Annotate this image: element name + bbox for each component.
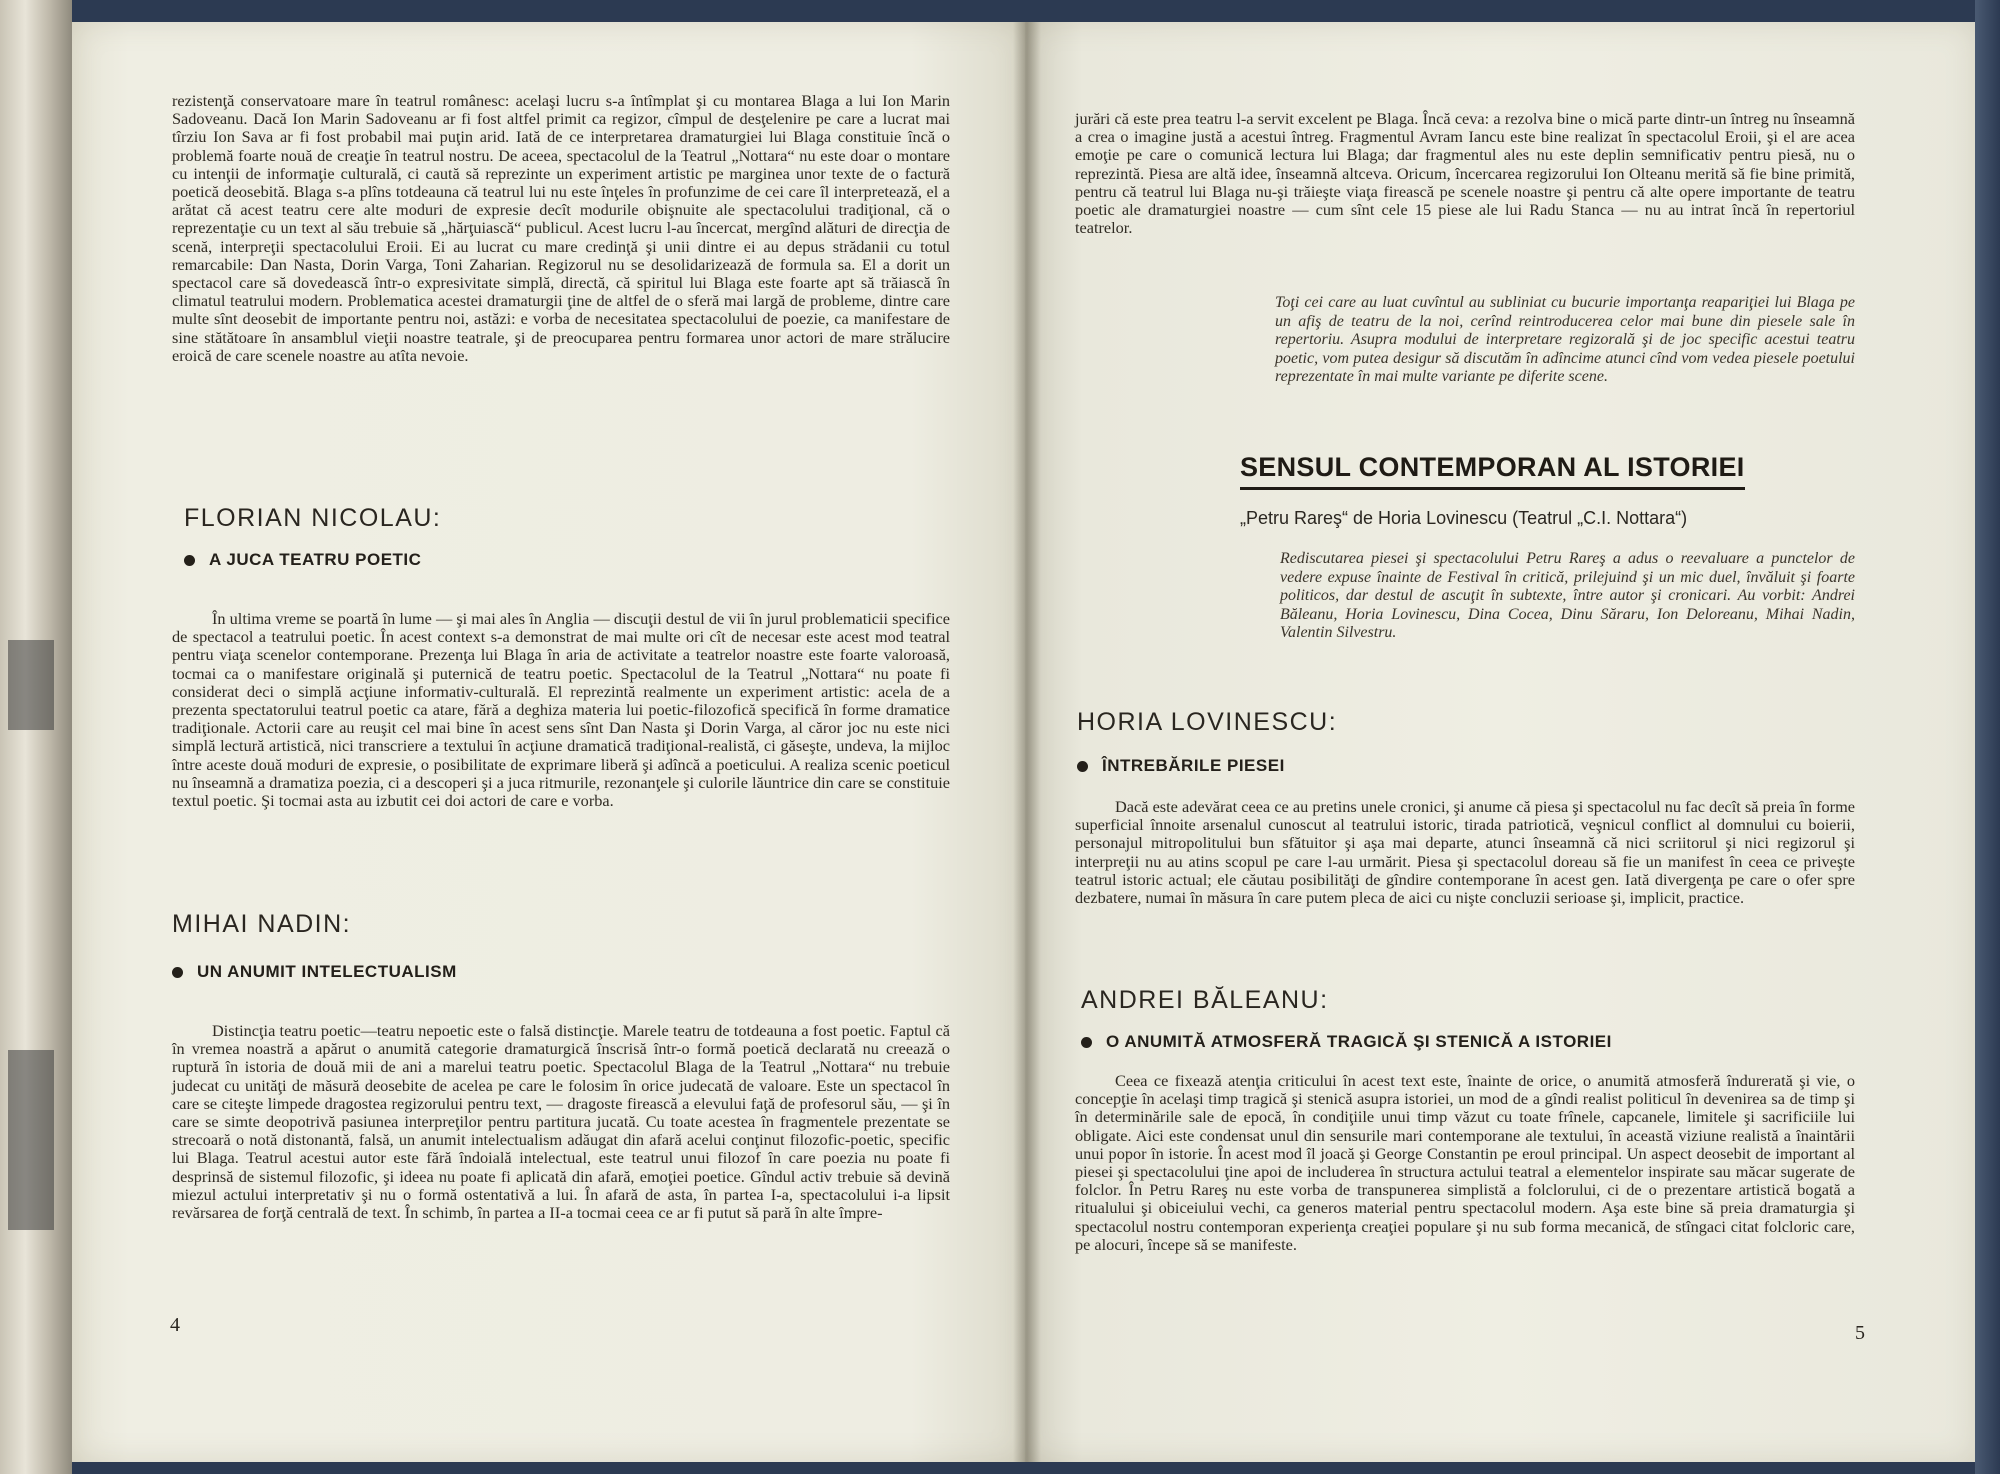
subtitle-text: UN ANUMIT INTELECTUALISM — [197, 962, 457, 981]
left-page — [72, 22, 1025, 1462]
bullet-icon — [172, 967, 183, 978]
bullet-icon — [1081, 1037, 1092, 1048]
bullet-icon — [1077, 761, 1088, 772]
section-subtitle — [172, 962, 457, 982]
subtitle-text: A JUCA TEATRU POETIC — [209, 550, 422, 569]
section-body — [172, 610, 950, 810]
subtitle-text: O ANUMITĂ ATMOSFERĂ TRAGICĂ ŞI STENICĂ A ISTORIEI — [1106, 1032, 1612, 1051]
intro-paragraph — [1075, 110, 1855, 237]
binding-scrap — [8, 640, 54, 730]
intro-note: Rediscutarea piesei şi spectacolului Petru Rareş a adus o reevaluare a punctelor de vedere expuse înainte de Festival în critică, prilejuind şi un mic duel, învăluit şi foarte politicos, dar destul de ascuţit în subtexte, între autor şi cronicari. Au vorbit: Andrei Băleanu, Horia Lovinescu, Dina Cocea, Dinu Săraru, Ion Deloreanu, Mihai Nadin, Valentin Silvestru. — [1280, 550, 1855, 642]
section-body — [1075, 798, 1855, 907]
page-number: 4 — [170, 1314, 180, 1336]
author-heading: FLORIAN NICOLAU: — [184, 504, 442, 532]
subtitle-text: ÎNTREBĂRILE PIESEI — [1102, 756, 1285, 775]
section-subtitle — [1077, 756, 1285, 776]
bullet-icon — [184, 555, 195, 566]
intro-text: jurări că este prea teatru l-a servit excelent pe Blaga. Încă ceva: a rezolva bine o mică parte dintr-un întreg nu înseamnă a crea o imagine justă a acestui întreg. Fragmentul Avram Iancu este bine realizat în spectacolul Eroii, şi el are acea emoţie pe care o comunică lectura lui Blaga; dar fragmentul ales nu este deplin semnificativ pentru piesă, nu o reprezintă. Piesa are altă idee, înseamnă altceva. Oricum, încercarea regizorului Ion Olteanu merită să fie bine primită, pentru că teatrul lui Blaga nu-şi trăieşte viaţa firească pe scenele noastre şi pentru că alte opere importante de teatru poetic ale dramaturgiei noastre — cum sînt cele 15 piese ale lui Radu Stanca — nu au intrat încă în repertoriul teatrelor. — [1075, 109, 1855, 238]
author-heading: ANDREI BĂLEANU: — [1081, 986, 1329, 1014]
section-subtitle — [184, 550, 421, 570]
section-title: SENSUL CONTEMPORAN AL ISTORIEI — [1240, 452, 1745, 490]
body-text: În ultima vreme se poartă în lume — şi mai ales în Anglia — discuţii destul de vii în jurul problematicii specifice de spectacol a teatrului poetic. În acest context s-a demonstrat de mai multe ori cît de necesar este acest mod teatral pentru viaţa scenelor contemporane. Prezenţa lui Blaga în aria de activitate a teatrelor noastre este foarte valoroasă, tocmai ca o manifestare originală şi puternică de teatru poetic. Spectacolul de la Teatrul „Nottara“ nu poate fi considerat deci o simplă acţiune informativ-culturală. El reprezintă realmente un experiment artistic: acela de a prezenta spectatorului teatrul poetic ca atare, fără a deghiza materia lui poetic-filozofică specifică în forme dramatice tradiţionale. Actorii care au reuşit cel mai bine în acest sens sînt Dan Nasta şi Dorin Varga, al căror joc nu este nici simplă lectură artistică, nici transcriere a textului în acţiune dramatică tradiţional-realistă, ci găseşte, undeva, la mijloc între aceste două moduri de expresie, o posibilitate de exprimare liberă şi adîncă a poeticului. A realiza scenic poeticul nu înseamnă a dramatiza poezia, ci a descoperi şi a juca ritmurile, rezonanţele şi culorile lăuntrice din care se constituie textul poetic. Şi tocmai asta au izbutit cei doi actori de care e vorba. — [172, 609, 950, 811]
binding-scrap — [8, 1050, 54, 1230]
intro-paragraph — [172, 92, 950, 365]
editor-note: Toţi cei care au luat cuvîntul au subliniat cu bucurie importanţa reapariţiei lui Blaga pe un afiş de teatru de la noi, cerînd reintroducerea celor mai bune din piesele sale în repertoriu. Asupra modului de interpretare regizorală şi de joc specific acestui teatru poetic, vom putea desigur să discutăm în adîncime atunci cînd vom vedea piesele poetului reprezentate în mai multe variante pe diferite scene. — [1275, 294, 1855, 386]
play-line: „Petru Rareş“ de Horia Lovinescu (Teatrul „C.I. Nottara“) — [1240, 508, 1688, 528]
author-heading: HORIA LOVINESCU: — [1077, 708, 1338, 736]
book-binding-left-edge — [0, 0, 72, 1474]
body-text: Ceea ce fixează atenţia criticului în acest text este, înainte de orice, o anumită atmosferă îndurerată şi vie, o concepţie în acelaşi timp tragică şi stenică asupra istoriei, un mod de a gîndi realist politicul în devenirea sa de timp şi în determinările sale de epocă, în condiţiile unui timp văzut cu toate frînele, capcanele, limitele şi sacrificiile lui obligate. Aici este condensat unul din sensurile mari contemporane ale textului, în această viziune realistă a înaintării unui popor în istorie. În acest mod îl joacă şi George Constantin pe eroul principal. Un aspect deosebit de important al piesei şi spectacolului ţine apoi de includerea în structura actului teatral a elementelor inspirate sau măcar sugerate de folclor. În Petru Rareş nu este vorba de transpunerea simplistă a folclorului, ci de o prezentare artistică bogată a ritualului şi obiceiului vechi, ca generos material pentru spectacolul modern. Aşa este bine să preia dramaturgia şi spectacolul nostru contemporan experienţa creaţiei populare şi nu sub forma mecanică, de stîngaci citat folcloric care, pe alocuri, începe să se manifeste. — [1075, 1071, 1855, 1254]
section-body — [172, 1022, 950, 1222]
body-text: Dacă este adevărat ceea ce au pretins unele cronici, şi anume că piesa şi spectacolul nu fac decît să preia în forme superficial înnoite arsenalul cunoscut al teatrului istoric, tirada patriotică, veşnicul conflict al domnului cu boierii, personajul mitropolitului bun sfătuitor şi aşa mai departe, atunci înseamnă că nici scriitorul şi nici regizorul şi interpreţii nu au atins scopul pe care l-au urmărit. Piesa şi spectacolul doreau să fie un manifest în ceea ce priveşte teatrul istoric actual; ele căutau posibilităţi de gîndire contemporane în acest gen. Iată divergenţa pe care o ofer spre dezbatere, numai în măsura în care putem pleca de aici cu nişte concluzii serioase şi, implicit, practice. — [1075, 797, 1855, 908]
section-body — [1075, 1072, 1855, 1254]
right-page — [1025, 22, 1975, 1462]
author-heading: MIHAI NADIN: — [172, 910, 352, 938]
intro-text: rezistenţă conservatoare mare în teatrul românesc: acelaşi lucru s-a întîmplat şi cu montarea Blaga a lui Ion Marin Sadoveanu. Dacă Ion Marin Sadoveanu ar fi fost altfel primit ca regizor, cîmpul de desţelenire pe care a lucrat mai tîrziu Ion Sava ar fi fost probabil mai puţin arid. Iată de ce interpretarea dramaturgiei lui Blaga constituie încă o problemă foarte nouă de creaţie în teatrul nostru. De aceea, spectacolul de la Teatrul „Nottara“ nu este doar o montare cu intenţii de informaţie culturală, ci caută să reprezinte un experiment artistic pe marginea unor texte de o factură poetică deosebită. Blaga s-a plîns totdeauna că teatrul lui nu este înţeles în profunzime de cei care îl interpretează, el a arătat că acest teatru cere alte moduri de expresie decît modurile obişnuite ale spectacolului tradiţional, că o reprezentaţie cu un text al său trebuie să „hărţuiască“ publicul. Acest lucru l-au încercat, mergînd alături de direcţia de scenă, interpreţii spectacolului Eroii. Ei au lucrat cu mare credinţă şi unii dintre ei au depus strădanii cu totul remarcabile: Dan Nasta, Dorin Varga, Toni Zaharian. Regizorul nu se desolidarizează de formula sa. El a dorit un spectacol care să dovedească într-o expresivitate simplă, directă, că spiritul lui Blaga este foarte apt să trăiască în climatul teatrului modern. Problematica acestei dramaturgii ţine de altfel de o sferă mai largă de probleme, dintre care multe sînt deosebit de importante pentru noi, astăzi: e vorba de necesitatea spectacolului de poezie, ca manifestare de sine stătătoare în ansamblul vieţii noastre teatrale, şi de preocuparea pentru formarea unor actori de mare strălucire eroică de care scenele noastre au atîta nevoie. — [172, 91, 950, 365]
page-number: 5 — [1855, 1322, 1865, 1344]
book-cover-edge — [1975, 0, 2000, 1474]
book-gutter — [1013, 22, 1041, 1462]
body-text: Distincţia teatru poetic—teatru nepoetic este o falsă distincţie. Marele teatru de totdeauna a fost poetic. Faptul că în vremea noastră a apărut o anumită categorie dramaturgică înscrisă într-o formă poetică declarată nu creează o ruptură în istoria de două mii de ani a marelui teatru poetic. Spectacolul Blaga de la Teatrul „Nottara“ nu trebuie judecat cu unităţi de măsură deosebite de acelea pe care le folosim în orice judecată de valoare. Este un spectacol în care se citeşte limpede dragostea regizorului pentru text, — dragoste firească a elevului faţă de profesorul său, — şi în care se simte deopotrivă pasiunea interpreţilor pentru partitura jucată. Cu toate acestea în fragmentele prezentate se strecoară o notă distonantă, falsă, un anumit intelectualism adăugat din afară acelui conţinut filozofic-poetic, specific lui Blaga. Teatrul acestui autor este fără îndoială intelectual, este teatrul unui filozof în care poezia nu poate fi desprinsă de sistemul filozofic, şi ideea nu poate fi aplicată din afară, emoţiei poetice. Gîndul activ trebuie să devină miezul actului interpretativ şi nu o formă ostentativă a lui. În afară de asta, în partea I-a, spectacolului i-a lipsit revărsarea de forţă centrală de text. În schimb, în partea a II-a tocmai ceea ce ar fi putut să pară în alte împre- — [172, 1021, 950, 1223]
section-subtitle — [1081, 1032, 1612, 1052]
